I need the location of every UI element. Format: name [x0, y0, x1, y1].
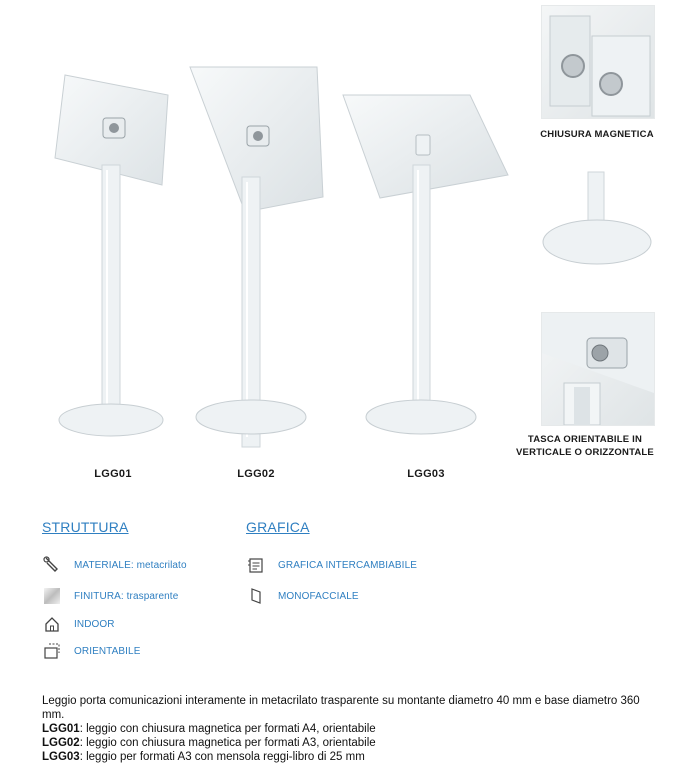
product-code-lgg01: LGG01: [94, 468, 132, 480]
spec-single-sided: [246, 586, 359, 606]
spec-orientable-label: ORIENTABILE: [74, 645, 141, 657]
description-intro: Leggio porta comunicazioni interamente in metacrilato trasparente su montante diametro 40 mm e base diametro 360 mm.: [42, 695, 640, 721]
spec-single-sided-label: MONOFACCIALE: [278, 590, 359, 602]
orientable-pocket-caption-line2: VERTICALE O ORIZZONTALE: [516, 447, 654, 458]
description-code-lgg01: LGG01: [42, 723, 80, 735]
description-text-lgg02: : leggio con chiusura magnetica per formati A3, orientabile: [79, 737, 376, 749]
product-image-lgg02: [185, 62, 335, 452]
spec-finish: [42, 586, 178, 606]
description-code-lgg02: LGG02: [42, 737, 80, 749]
description-line-lgg01: [42, 722, 662, 736]
magnetic-closure-caption: CHIUSURA MAGNETICA: [540, 129, 654, 140]
orientable-pocket-detail-image: [541, 312, 655, 426]
rotate-frame-icon: [42, 641, 62, 661]
description-text-lgg03: : leggio per formati A3 con mensola reggi-libro di 25 mm: [79, 751, 365, 763]
orientable-pocket-caption: [510, 433, 660, 459]
spec-interchangeable-graphic-label: GRAFICA INTERCAMBIABILE: [278, 559, 417, 571]
wrench-icon: [42, 555, 62, 575]
spec-orientable: [42, 641, 141, 661]
spec-material-label: MATERIALE: metacrilato: [74, 559, 187, 571]
finish-swatch-icon: [42, 586, 62, 606]
magnetic-closure-detail-image: [541, 5, 655, 119]
product-code-lgg03: LGG03: [407, 468, 445, 480]
grafica-title: GRAFICA: [246, 519, 310, 535]
graphic-swap-icon: [246, 555, 266, 575]
product-description: [42, 694, 662, 764]
spec-interchangeable-graphic: [246, 555, 417, 575]
spec-indoor-label: INDOOR: [74, 618, 115, 630]
description-text-lgg01: : leggio con chiusura magnetica per formati A4, orientabile: [79, 723, 376, 735]
description-line-lgg03: [42, 750, 662, 764]
base-detail-image: [541, 170, 653, 270]
spec-material: [42, 555, 187, 575]
description-code-lgg03: LGG03: [42, 751, 80, 763]
product-image-lgg01: [50, 70, 180, 450]
product-code-lgg02: LGG02: [237, 468, 275, 480]
single-sided-icon: [246, 586, 266, 606]
house-icon: [42, 614, 62, 634]
description-line-lgg02: [42, 736, 662, 750]
product-image-lgg03: [340, 90, 515, 450]
spec-indoor: [42, 614, 115, 634]
struttura-title: STRUTTURA: [42, 519, 129, 535]
spec-finish-label: FINITURA: trasparente: [74, 590, 179, 602]
orientable-pocket-caption-line1: TASCA ORIENTABILE IN: [527, 434, 643, 445]
